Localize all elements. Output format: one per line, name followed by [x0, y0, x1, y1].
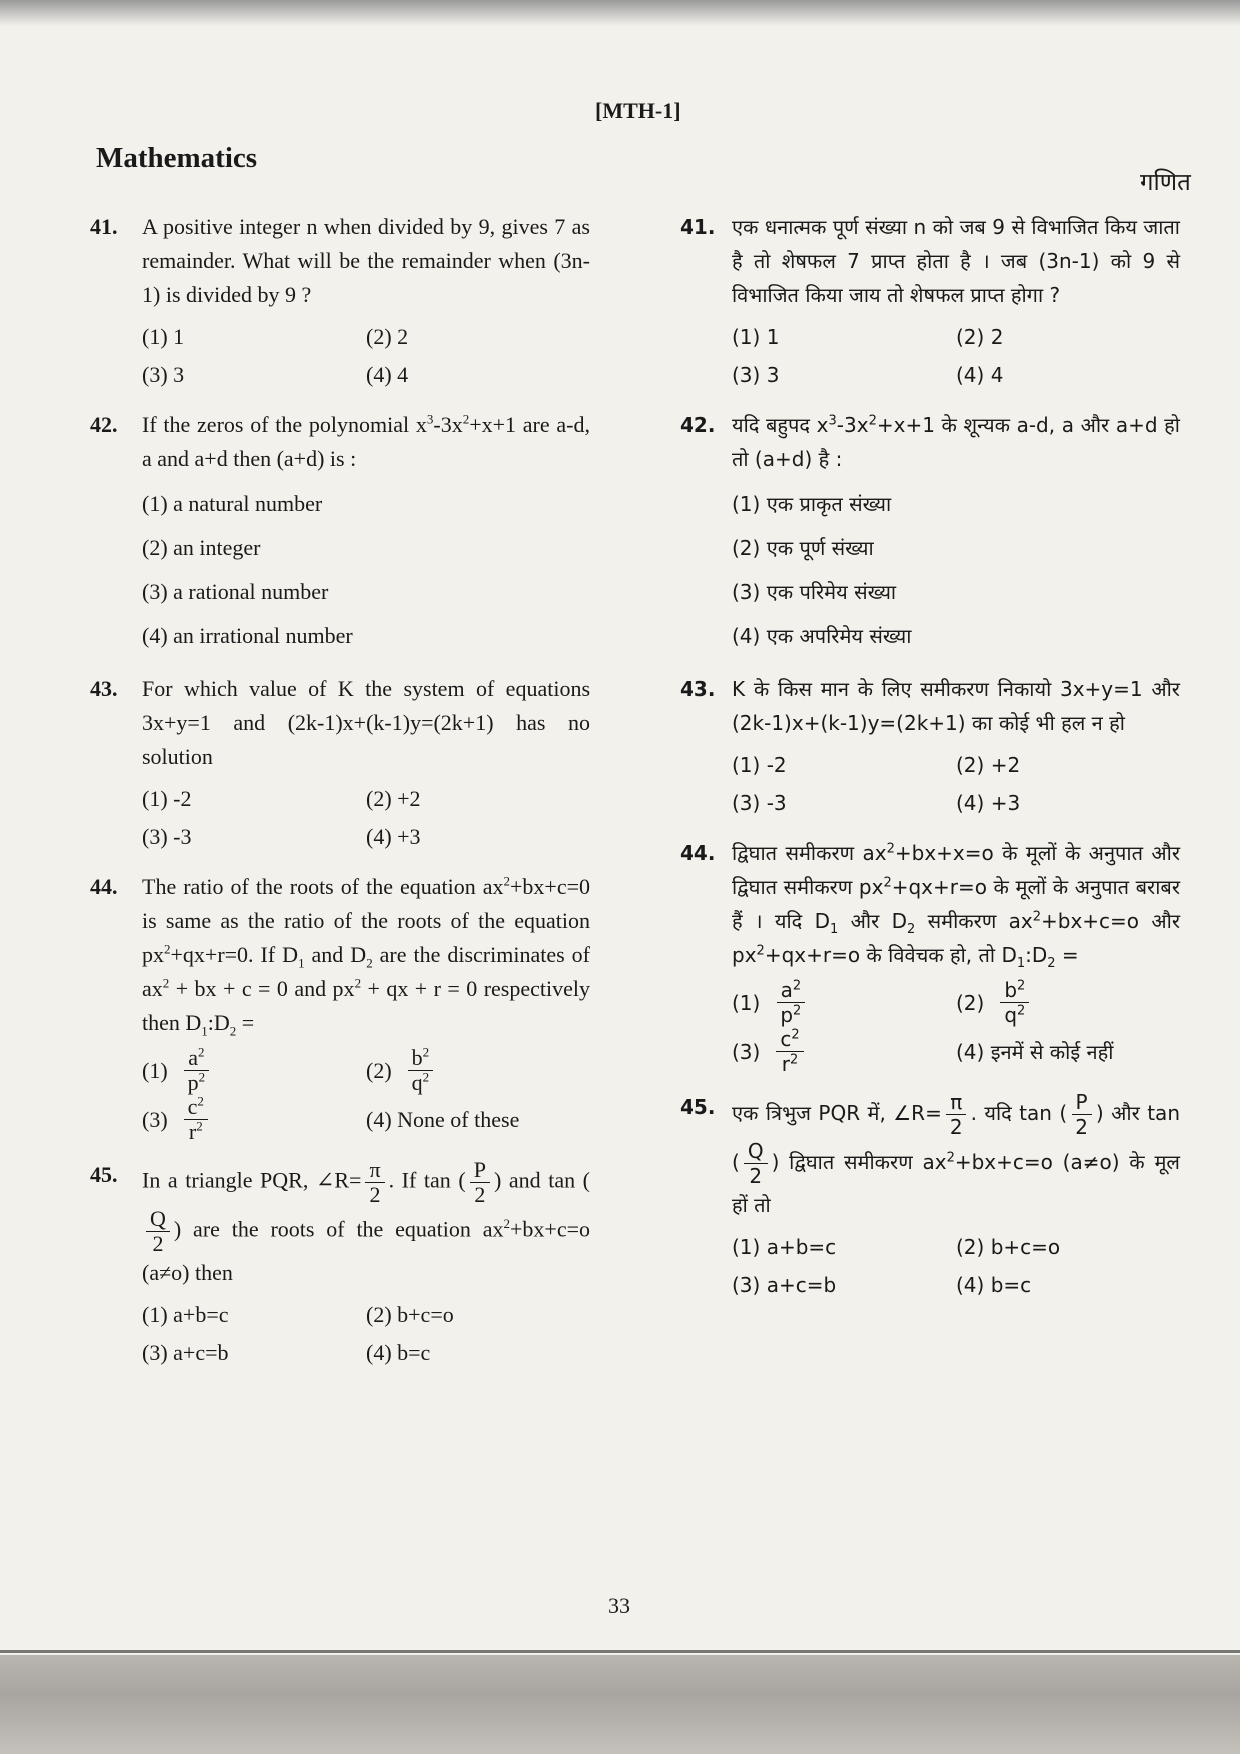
question-number: 45.: [90, 1162, 118, 1187]
option-1: (1) $\frac{a^2}{p^2}$: [732, 978, 956, 1027]
question-text: A positive integer n when divided by 9, gives 7 as remainder. What will be the remainder when (3n-1) is divided by 9 ?: [142, 214, 590, 307]
question-text: For which value of K the system of equations 3x+y=1 and (2k-1)x+(k-1)y=(2k+1) has no solution: [142, 676, 590, 769]
option-2: (2) +2: [366, 786, 421, 811]
option-4: (4) None of these: [366, 1106, 520, 1132]
option-4: (4) 4: [366, 362, 409, 387]
option-2: (2) 2: [956, 325, 1004, 349]
option-1: (1) -2: [732, 753, 787, 777]
question-number: 45.: [680, 1095, 716, 1119]
option-3: (3) $\frac{c^2}{r^2}$: [732, 1027, 956, 1076]
option-1: (1) a+b=c: [142, 1302, 229, 1327]
option-3: (3) a rational number: [142, 579, 329, 604]
question-41-en: [90, 210, 590, 394]
scan-shadow-top: [0, 0, 1240, 26]
option-3: (3) -3: [142, 824, 192, 849]
option-2: (2) $\frac{b^2}{q^2}$: [366, 1046, 590, 1095]
option-4: (4) +3: [956, 791, 1021, 815]
options: [142, 1296, 590, 1372]
option-1: (1) 1: [142, 324, 185, 349]
option-3: (3) एक परिमेय संख्या: [732, 580, 897, 604]
paper-code: [MTH-1]: [595, 98, 681, 123]
question-44-hi: [680, 836, 1180, 1076]
hindi-column: [680, 210, 1180, 1318]
options: [732, 482, 1180, 658]
question-number: 42.: [90, 412, 118, 437]
scan-edge-line: [0, 1650, 1240, 1653]
option-3: (3) -3: [732, 791, 787, 815]
option-4: (4) b=c: [366, 1340, 431, 1365]
question-text: एक धनात्मक पूर्ण संख्या n को जब 9 से विभाजित किय जाता है तो शेषफल 7 प्राप्त होता है । जब (3n-1) को 9 से विभाजित किया जाय तो शेषफल प्राप्त होगा ?: [732, 215, 1180, 307]
question-text: The ratio of the roots of the equation $ax^2+bx+c=0$ is same as the ratio of the roots of the equation $px^2+qx+r=0$. If $D_1$ and $D_2$ are the discriminates of $ax^2$ + bx + c = 0 and $px^2$ + qx + r = 0 respectively then $D_1:D_2$ =: [142, 873, 590, 1039]
question-42-hi: [680, 408, 1180, 658]
option-4: (4) इनमें से कोई नहीं: [956, 1039, 1114, 1064]
option-3: (3) 3: [142, 362, 185, 387]
options: [732, 1228, 1180, 1304]
option-4: (4) एक अपरिमेय संख्या: [732, 624, 912, 648]
question-number: 44.: [90, 874, 118, 899]
options: [142, 1046, 590, 1144]
question-text: द्विघात समीकरण $ax^2+bx+x=o$ के मूलों के अनुपात और द्विघात समीकरण $px^2+qx+r=o$ के मूलों के अनुपात बराबर हैं । यदि $D_1$ और $D_2$ समीकरण $ax^2+bx+c=o$ और $px^2+qx+r=o$ के विवेचक हो, तो $D_1:D_2$ =: [732, 841, 1181, 971]
option-2: (2) $\frac{b^2}{q^2}$: [956, 978, 1180, 1027]
option-2: (2) एक पूर्ण संख्या: [732, 536, 874, 560]
subject-title-hindi: गणित: [1140, 168, 1191, 196]
option-1: (1) -2: [142, 786, 192, 811]
option-3: (3) 3: [732, 363, 780, 387]
subject-title-english: Mathematics: [96, 142, 258, 174]
options: [732, 746, 1180, 822]
fraction: $\frac{b^2}{q^2}$: [408, 1046, 434, 1095]
option-1: (1) $\frac{a^2}{p^2}$: [142, 1046, 366, 1095]
question-text: If the zeros of the polynomial $x^3-3x^2+x+1$ are a-d, a and a+d then (a+d) is :: [142, 411, 590, 471]
option-2: (2) +2: [956, 753, 1021, 777]
question-number: 41.: [90, 214, 118, 239]
scan-shadow-bottom: [0, 1655, 1240, 1754]
option-2: (2) an integer: [142, 535, 261, 560]
question-number: 41.: [680, 215, 716, 239]
option-2: (2) b+c=o: [956, 1235, 1061, 1259]
options: [732, 978, 1180, 1076]
option-1: (1) 1: [732, 325, 780, 349]
question-text: In a triangle PQR, ∠R= $\frac{\pi}{2}$ . If tan ( $\frac{P}{2}$ ) and tan ( $\frac{Q}{2}$ ) are the roots of the equation $ax^2+bx+c=o$ (a≠o) then: [142, 1157, 590, 1285]
option-4: (4) b=c: [956, 1273, 1032, 1297]
question-41-hi: [680, 210, 1180, 394]
question-number: 43.: [680, 677, 716, 701]
option-4: (4) an irrational number: [142, 623, 353, 648]
option-1: (1) एक प्राकृत संख्या: [732, 492, 892, 516]
options: [142, 318, 590, 394]
option-3: (3) a+c=b: [732, 1273, 837, 1297]
option-2: (2) b+c=o: [366, 1302, 454, 1327]
page-number: 33: [608, 1593, 630, 1618]
question-42-en: [90, 408, 590, 658]
question-45-en: [90, 1158, 590, 1372]
question-43-en: [90, 672, 590, 856]
fraction: $\frac{c^2}{r^2}$: [776, 1027, 803, 1076]
options: [142, 482, 590, 658]
question-number: 43.: [90, 676, 118, 701]
question-text: यदि बहुपद $x^3-3x^2+x+1$ के शून्यक a-d, a और a+d हो तो (a+d) है :: [732, 413, 1180, 471]
fraction: $\frac{a^2}{p^2}$: [776, 978, 805, 1027]
option-2: (2) 2: [366, 324, 409, 349]
options: [142, 780, 590, 856]
option-3: (3) $\frac{c^2}{r^2}$: [142, 1095, 366, 1144]
fraction: $\frac{a^2}{p^2}$: [184, 1046, 210, 1095]
option-3: (3) a+c=b: [142, 1340, 229, 1365]
question-number: 42.: [680, 413, 716, 437]
fraction: $\frac{b^2}{q^2}$: [1000, 978, 1029, 1027]
options: [732, 318, 1180, 394]
english-column: [90, 210, 590, 1386]
question-43-hi: [680, 672, 1180, 822]
fraction: $\frac{c^2}{r^2}$: [184, 1095, 208, 1144]
option-4: (4) +3: [366, 824, 421, 849]
question-45-hi: [680, 1090, 1180, 1304]
option-1: (1) a natural number: [142, 491, 323, 516]
question-text: K के किस मान के लिए समीकरण निकायो 3x+y=1 और (2k-1)x+(k-1)y=(2k+1) का कोई भी हल न हो: [732, 677, 1180, 735]
question-44-en: [90, 870, 590, 1144]
option-4: (4) 4: [956, 363, 1004, 387]
question-number: 44.: [680, 841, 716, 865]
question-text: एक त्रिभुज PQR में, ∠R= $\frac{\pi}{2}$ . यदि tan ( $\frac{P}{2}$ ) और tan ( $\frac{Q}{2}$ ) द्विघात समीकरण $ax^2+bx+c=o$ (a≠o) के मूल हों तो: [732, 1090, 1180, 1217]
option-1: (1) a+b=c: [732, 1235, 837, 1259]
